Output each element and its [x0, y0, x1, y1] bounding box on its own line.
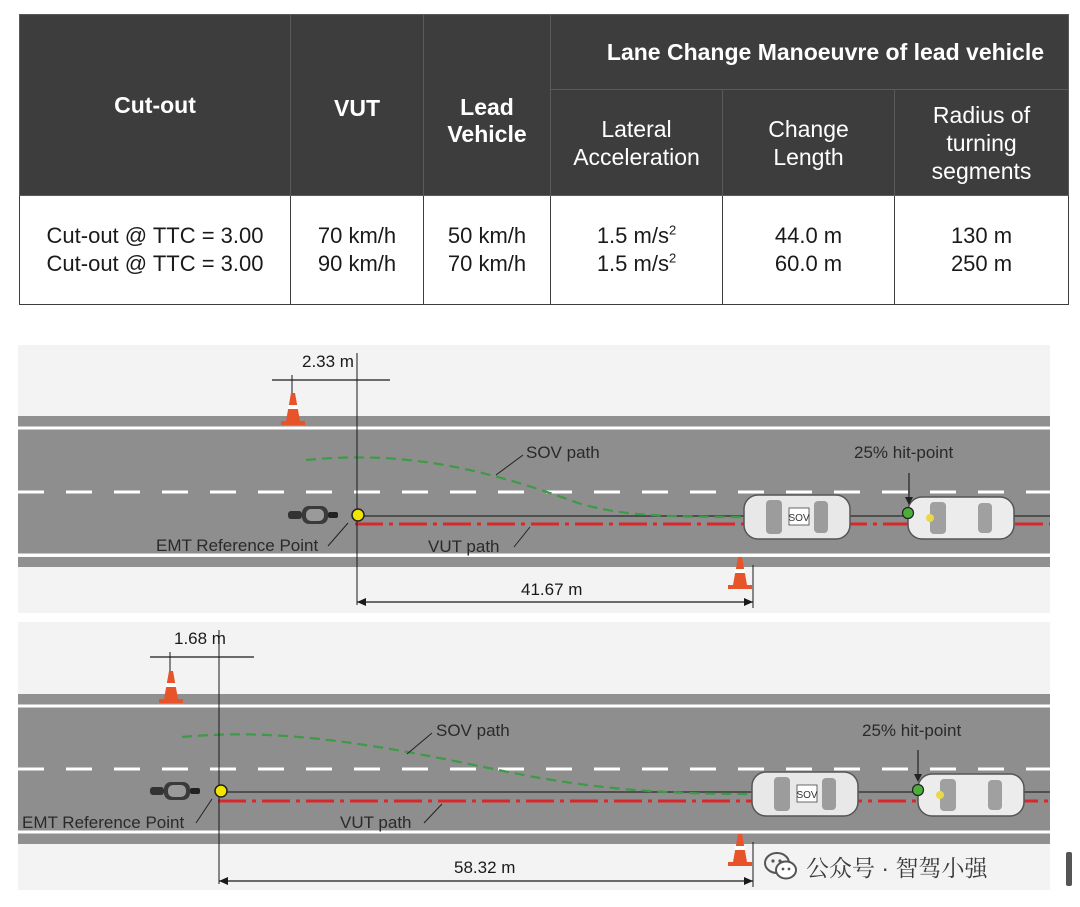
svg-text:SOV: SOV [788, 513, 810, 524]
target-car-icon [918, 774, 1024, 816]
cell-lateral-acceleration: 1.5 $m/s^2$ 1.5 $m/s^2$ [551, 196, 723, 305]
hit-point-label: 25% hit-point [854, 443, 954, 462]
offset-dimension-label: 2.33 m [302, 352, 354, 371]
test-parameter-table [19, 14, 1069, 305]
header-change-length: Change Length [723, 90, 895, 196]
scroll-indicator [1066, 852, 1072, 886]
watermark-text: 公众号 · 智驾小强 [806, 854, 988, 881]
offset-dimension-label: 1.68 m [174, 629, 226, 648]
hit-point-marker [913, 785, 924, 796]
emt-reference-point [215, 785, 227, 797]
emt-reference-label: EMT Reference Point [22, 813, 185, 832]
emt-reference-point [352, 509, 364, 521]
watermark [764, 846, 987, 886]
cell-change-length: 44.0 m 60.0 m [723, 196, 895, 305]
header-lead-vehicle: Lead Vehicle [424, 15, 551, 196]
cell-vut-speed: 70 km/h 90 km/h [291, 196, 424, 305]
sov-path-label: SOV path [436, 721, 510, 740]
vut-path-label: VUT path [340, 813, 412, 832]
distance-dimension-label: 41.67 m [521, 580, 583, 599]
hit-point-marker [903, 508, 914, 519]
svg-text:SOV: SOV [796, 790, 818, 801]
target-car-icon [908, 497, 1014, 539]
cell-test-name: Cut-out @ TTC = 3.00 Cut-out @ TTC = 3.00 [20, 196, 291, 305]
header-radius: Radius of turning segments [895, 90, 1069, 196]
sov-car-icon [744, 495, 850, 539]
wechat-icon [764, 851, 798, 881]
emt-reference-label: EMT Reference Point [156, 536, 319, 555]
header-cut-out: Cut-out [20, 15, 291, 196]
sov-car-icon [752, 772, 858, 816]
cell-lead-speed: 50 km/h 70 km/h [424, 196, 551, 305]
sov-path-label: SOV path [526, 443, 600, 462]
header-vut: VUT [291, 15, 424, 196]
cell-radius: 130 m 250 m [895, 196, 1069, 305]
distance-dimension-label: 58.32 m [454, 858, 516, 877]
header-lateral-acceleration: Lateral Acceleration [551, 90, 723, 196]
hit-point-label: 25% hit-point [862, 721, 962, 740]
header-lane-change-group: Lane Change Manoeuvre of lead vehicle [551, 15, 1069, 90]
vut-path-label: VUT path [428, 537, 500, 556]
cut-out-diagram-1 [18, 345, 1050, 613]
